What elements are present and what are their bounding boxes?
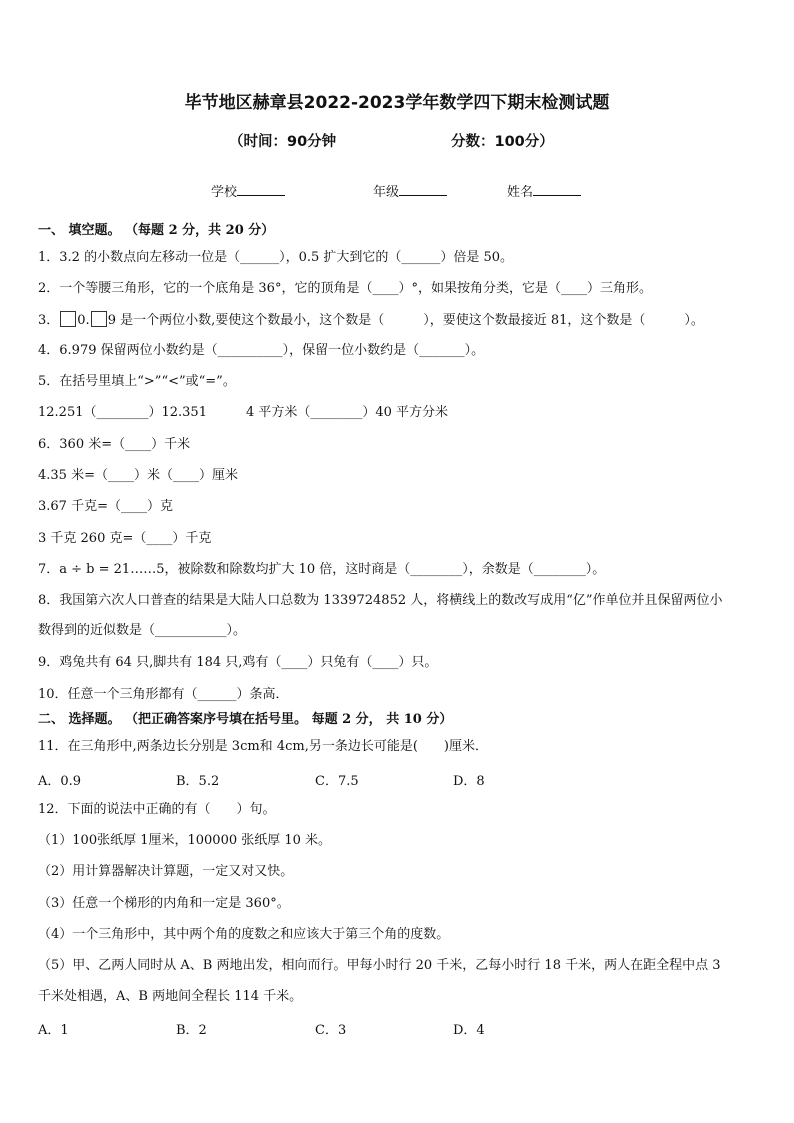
question-3-number: 3．	[38, 313, 60, 328]
school-field[interactable]	[211, 181, 285, 200]
question-8-line1: 8．我国第六次人口普查的结果是大陆人口总数为 1339724852 人，将横线上的数改写成用“亿”作单位并且保留两位小	[38, 593, 723, 608]
question-3	[38, 311, 704, 330]
school-label: 学校	[211, 185, 238, 200]
question-7: 7．a ÷ b = 21……5，被除数和除数均扩大 10 倍，这时商是（________），余数是（________）。	[38, 562, 606, 577]
q11-option-d[interactable]: D．8	[453, 774, 485, 789]
question-6-c: 3.67 千克=（____）克	[38, 499, 173, 514]
q12-option-a[interactable]: A．1	[38, 1023, 69, 1038]
grade-blank[interactable]	[399, 183, 447, 196]
name-field[interactable]	[507, 181, 581, 200]
digit-box-2[interactable]	[91, 311, 107, 327]
q11-option-a[interactable]: A．0.9	[38, 774, 82, 789]
question-6-d: 3 千克 260 克=（____）千克	[38, 531, 212, 546]
name-label: 姓名	[507, 185, 534, 200]
q12-statement-4: （4）一个三角形中，其中两个角的度数之和应该大于第三个角的度数。	[38, 927, 450, 942]
grade-label: 年级	[373, 185, 400, 200]
question-9: 9．鸡兔共有 64 只,脚共有 184 只,鸡有（____）只兔有（____）只。	[38, 655, 438, 670]
q12-option-b[interactable]: B．2	[176, 1023, 207, 1038]
q12-statement-5-line1: （5）甲、乙两人同时从 A、B 两地出发，相向而行。甲每小时行 20 千米，乙每小时行 18 千米，两人在距全程中点 3	[38, 958, 721, 973]
question-11: 11．在三角形中,两条边长分别是 3cm和 4cm,另一条边长可能是( )厘米．	[38, 739, 488, 754]
question-6-b: 4.35 米=（____）米（____）厘米	[38, 468, 238, 483]
grade-field[interactable]	[373, 181, 447, 200]
q12-statement-3: （3）任意一个梯形的内角和一定是 360°。	[38, 896, 290, 911]
exam-score: 分数：100分）	[451, 134, 554, 150]
question-3-dot: 0.	[77, 313, 90, 328]
question-6-a: 6．360 米=（____）千米	[38, 437, 191, 452]
question-10: 10．任意一个三角形都有（______）条高．	[38, 687, 289, 702]
q12-option-c[interactable]: C．3	[315, 1023, 347, 1038]
question-1: 1．3.2 的小数点向左移动一位是（______），0.5 扩大到它的（______）倍是 50。	[38, 250, 514, 265]
digit-box-1[interactable]	[60, 311, 76, 327]
question-5: 5．在括号里填上“>”“<”或“=”。	[38, 374, 236, 389]
q11-option-c[interactable]: C．7.5	[315, 774, 359, 789]
question-4: 4．6.979 保留两位小数约是（__________），保留一位小数约是（_______）。	[38, 343, 485, 358]
question-3-text: 9 是一个两位小数,要使这个数最小，这个数是（ ），要使这个数最接近 81，这个数是（ ）。	[107, 313, 704, 328]
question-5-comparisons: 12.251（________）12.351 4 平方米（________）40 平方分米	[38, 405, 449, 420]
q12-statement-2: （2）用计算器解决计算题，一定又对又快。	[38, 864, 294, 879]
section1-heading: 一、 填空题。 （每题 2 分，共 20 分）	[38, 223, 275, 238]
exam-time: （时间：90分钟	[229, 134, 337, 150]
q12-statement-1: （1）100张纸厚 1厘米，100000 张纸厚 10 米。	[38, 833, 332, 848]
question-12: 12．下面的说法中正确的有（ ）句。	[38, 802, 276, 817]
q12-statement-5-line2: 千米处相遇，A、B 两地间全程长 114 千米。	[38, 989, 303, 1004]
school-blank[interactable]	[237, 183, 285, 196]
question-8-line2: 数得到的近似数是（___________）。	[38, 623, 247, 638]
q12-option-d[interactable]: D．4	[453, 1023, 485, 1038]
question-2: 2．一个等腰三角形，它的一个底角是 36°，它的顶角是（____）°，如果按角分类，它是（____）三角形。	[38, 281, 652, 296]
name-blank[interactable]	[533, 183, 581, 196]
q11-option-b[interactable]: B．5.2	[176, 774, 220, 789]
page-title: 毕节地区赫章县2022-2023学年数学四下期末检测试题	[184, 93, 610, 113]
section2-heading: 二、 选择题。 （把正确答案序号填在括号里。 每题 2 分， 共 10 分）	[38, 712, 453, 727]
